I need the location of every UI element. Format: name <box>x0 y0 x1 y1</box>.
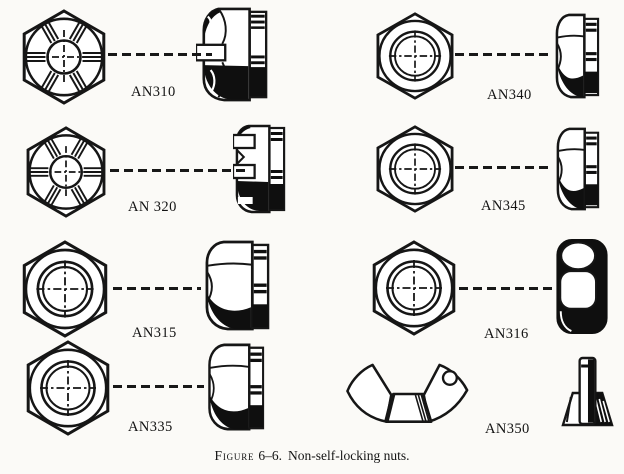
an315-label: AN315 <box>132 325 177 341</box>
caption-figure-word: Figure <box>214 448 255 463</box>
figure-caption <box>0 448 624 464</box>
an320-front-view <box>24 126 108 218</box>
an350-label: AN350 <box>485 421 530 437</box>
an340-centerline <box>455 53 552 56</box>
an320-centerline <box>110 169 245 172</box>
an340-label: AN340 <box>487 87 532 103</box>
caption-text: Non-self-locking nuts. <box>287 448 410 463</box>
an335-centerline <box>113 385 204 388</box>
an345-label: AN345 <box>481 198 526 214</box>
an310-centerline <box>108 53 212 56</box>
an315-centerline <box>113 287 201 290</box>
an316-label: AN316 <box>484 326 529 342</box>
an345-centerline <box>455 166 553 169</box>
an340-side-view <box>554 13 601 99</box>
an335-label: AN335 <box>128 419 173 435</box>
an310-front-view <box>20 9 108 105</box>
an340-front-view <box>374 12 456 100</box>
an335-front-view <box>24 340 112 436</box>
an320-label: AN 320 <box>128 199 177 215</box>
an316-centerline <box>459 287 552 290</box>
an315-side-view <box>203 239 276 332</box>
an345-front-view <box>374 125 456 213</box>
an350-side-view <box>560 356 615 428</box>
an350-front-view <box>344 362 476 428</box>
an335-side-view <box>206 342 270 432</box>
an345-side-view <box>555 127 601 211</box>
caption-number: 6–6. <box>258 448 282 463</box>
an316-front-view <box>370 240 458 336</box>
an316-side-view <box>554 238 610 335</box>
an310-label: AN310 <box>131 84 176 100</box>
an315-front-view <box>20 240 110 338</box>
